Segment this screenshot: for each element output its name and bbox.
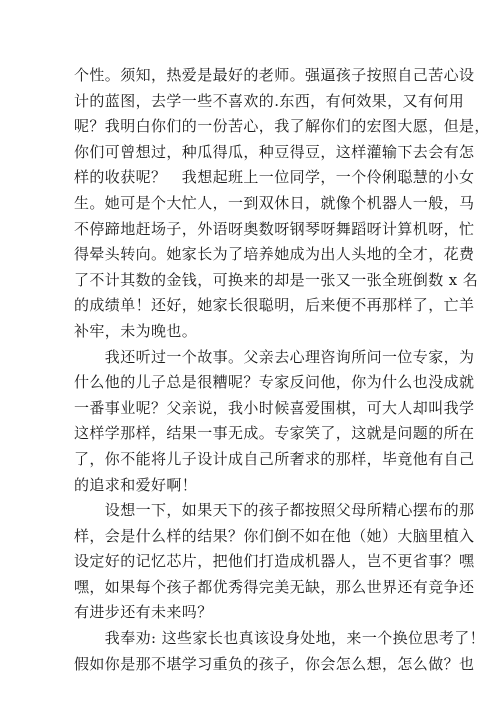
body-text xyxy=(74,63,490,677)
text-line: 设定好的记忆芯片，把他们打造成机器人，岂不更省事？嘿 xyxy=(74,552,475,571)
text-line: 设想一下，如果天下的孩子都按照父母所精心摆布的那 xyxy=(74,501,475,520)
text-line: 我奉劝: 这些家长也真该设身处地，来一个换位思考了！ xyxy=(74,629,486,648)
text-line: 的追求和爱好啊！ xyxy=(74,475,198,494)
text-line: 了不计其数的金钱，可换来的却是一张又一张全班倒数 x 名 xyxy=(74,270,479,289)
text-line: 一番事业呢？父亲说，我小时候喜爱围棋，可大人却叫我学 xyxy=(74,398,475,417)
text-line: 不停蹄地赶场子，外语呀奥数呀钢琴呀舞蹈呀计算机呀，忙 xyxy=(74,219,475,238)
text-line: 有进步还有未来吗？ xyxy=(74,603,213,622)
text-line: 个性。须知，热爱是最好的老师。强逼孩子按照自己苦心设 xyxy=(74,66,475,84)
text-line: 我还听过一个故事。父亲去心理咨询所问一位专家，为 xyxy=(74,347,475,366)
text-line: 假如你是那不堪学习重负的孩子，你会怎么想，怎么做？也 xyxy=(74,654,475,673)
text-line: 这样学那样，结果一事无成。专家笑了，这就是问题的所在 xyxy=(74,424,475,443)
text-line: 补牢，未为晚也。 xyxy=(74,321,198,340)
text-line: 嘿，如果每个孩子都优秀得完美无缺，那么世界还有竞争还 xyxy=(74,577,475,596)
text-line: 了，你不能将儿子设计成自己所奢求的那样，毕竟他有自己 xyxy=(74,449,475,468)
text-line: 得晕头转向。她家长为了培养她成为出人头地的全才，花费 xyxy=(74,245,475,264)
text-line: 生。她可是个大忙人，一到双休日，就像个机器人一般，马 xyxy=(74,193,475,212)
text-line: 样的收获呢？ 我想起班上一位同学，一个伶俐聪慧的小女 xyxy=(74,168,475,187)
text-line: 什么他的儿子总是很糟呢？专家反问他，你为什么也没成就 xyxy=(74,373,475,392)
text-line: 呢？我明白你们的一份苦心，我了解你们的宏图大愿，但是， xyxy=(74,117,490,136)
text-line: 的成绩单！还好，她家长很聪明，后来便不再那样了，亡羊 xyxy=(74,296,475,315)
text-line: 你们可曾想过，种瓜得瓜，种豆得豆，这样灌输下去会有怎 xyxy=(74,142,475,161)
text-line: 样，会是什么样的结果？你们倒不如在他（她）大脑里植入 xyxy=(74,526,475,545)
text-line: 计的蓝图，去学一些不喜欢的.东西，有何效果，又有何用 xyxy=(74,91,465,110)
